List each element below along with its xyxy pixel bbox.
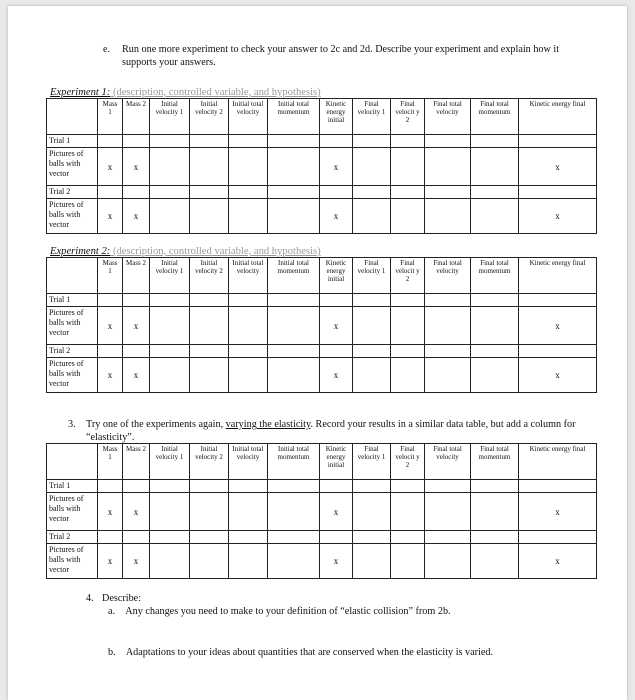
- question-4-number: 4.: [86, 593, 94, 604]
- header-cell: Initial velocity 1: [150, 99, 190, 135]
- table-cell: [123, 186, 150, 199]
- x-mark: x: [123, 148, 150, 186]
- row-label-pictures: Pictures of balls with vector: [47, 544, 98, 579]
- table-cell: [150, 345, 190, 358]
- table-cell: [471, 186, 519, 199]
- table-cell: [150, 531, 190, 544]
- x-mark: x: [519, 358, 597, 393]
- document-page: [8, 6, 627, 700]
- table-cell: [190, 307, 229, 345]
- table-cell: [353, 307, 391, 345]
- table-row: [47, 307, 597, 345]
- header-cell: Initial total momentum: [268, 258, 320, 294]
- table-cell: [353, 544, 391, 579]
- table-cell: [425, 358, 471, 393]
- experiment-1-title: [50, 87, 321, 98]
- row-label-trial-1: Trial 1: [47, 294, 98, 307]
- table-cell: [471, 493, 519, 531]
- table-row: [47, 199, 597, 234]
- table-cell: [190, 148, 229, 186]
- table-cell: [471, 531, 519, 544]
- table-cell: [519, 345, 597, 358]
- row-label-trial-2: Trial 2: [47, 531, 98, 544]
- header-cell: Kinetic energy final: [519, 99, 597, 135]
- table-cell: [425, 531, 471, 544]
- question-4a-text: a. Any changes you need to make to your definition of “elastic collision” from 2b.: [108, 606, 451, 617]
- table-cell: [471, 199, 519, 234]
- question-e-text: Run one more experiment to check your answer to 2c and 2d. Describe your experiment and explain how it supports your answers.: [122, 44, 560, 68]
- table-cell: [425, 493, 471, 531]
- table-cell: [268, 480, 320, 493]
- header-cell: Final velocit y 2: [391, 258, 425, 294]
- table-cell: [123, 135, 150, 148]
- experiment-2-label: Experiment 2:: [50, 246, 111, 257]
- header-cell: Kinetic energy initial: [320, 444, 353, 480]
- table-cell: [391, 544, 425, 579]
- header-cell: Final velocity 1: [353, 99, 391, 135]
- x-mark: x: [98, 493, 123, 531]
- table-cell: [98, 186, 123, 199]
- header-cell: Initial total momentum: [268, 444, 320, 480]
- header-cell: Mass 1: [98, 258, 123, 294]
- table-cell: [519, 294, 597, 307]
- x-mark: x: [320, 307, 353, 345]
- question-3-number: 3.: [68, 419, 76, 430]
- table-cell: [471, 345, 519, 358]
- table-cell: [229, 531, 268, 544]
- table-cell: [229, 480, 268, 493]
- table-cell: [353, 358, 391, 393]
- table-cell: [98, 135, 123, 148]
- header-cell: [47, 258, 98, 294]
- table-cell: [320, 531, 353, 544]
- x-mark: x: [320, 493, 353, 531]
- table-cell: [425, 294, 471, 307]
- table-cell: [268, 531, 320, 544]
- table-cell: [519, 186, 597, 199]
- x-mark: x: [123, 493, 150, 531]
- table-cell: [150, 480, 190, 493]
- table-cell: [123, 480, 150, 493]
- table-cell: [150, 294, 190, 307]
- table-cell: [471, 307, 519, 345]
- row-label-pictures: Pictures of balls with vector: [47, 148, 98, 186]
- x-mark: x: [123, 544, 150, 579]
- table-cell: [471, 294, 519, 307]
- header-cell: Kinetic energy initial: [320, 99, 353, 135]
- table-cell: [190, 294, 229, 307]
- table-cell: [471, 544, 519, 579]
- x-mark: x: [98, 199, 123, 234]
- header-cell: Final total momentum: [471, 444, 519, 480]
- header-cell: Initial velocity 1: [150, 258, 190, 294]
- experiment-1-table: [46, 98, 597, 234]
- table-cell: [353, 186, 391, 199]
- x-mark: x: [320, 358, 353, 393]
- table-cell: [425, 186, 471, 199]
- header-cell: Kinetic energy initial: [320, 258, 353, 294]
- table-cell: [519, 531, 597, 544]
- table-header-row: [47, 99, 597, 135]
- header-cell: Initial velocity 1: [150, 444, 190, 480]
- row-label-trial-2: Trial 2: [47, 345, 98, 358]
- table-cell: [353, 294, 391, 307]
- header-cell: [47, 444, 98, 480]
- table-cell: [425, 480, 471, 493]
- row-label-pictures: Pictures of balls with vector: [47, 493, 98, 531]
- table-cell: [268, 307, 320, 345]
- table-row: [47, 148, 597, 186]
- header-cell: Initial velocity 2: [190, 444, 229, 480]
- row-label-trial-1: Trial 1: [47, 135, 98, 148]
- table-header-row: [47, 258, 597, 294]
- experiment-2-table: [46, 257, 597, 393]
- x-mark: x: [519, 307, 597, 345]
- table-cell: [519, 135, 597, 148]
- table-cell: [425, 544, 471, 579]
- question-4-heading: Describe:: [102, 593, 142, 604]
- question-3-table: [46, 443, 597, 579]
- header-cell: Mass 2: [123, 99, 150, 135]
- table-cell: [190, 480, 229, 493]
- table-cell: [229, 148, 268, 186]
- x-mark: x: [320, 544, 353, 579]
- question-3-text-after: . Record your results in a similar data table, but add a column for “elasticity”.: [86, 419, 576, 443]
- header-cell: Initial total velocity: [229, 258, 268, 294]
- table-row: [47, 294, 597, 307]
- table-cell: [391, 480, 425, 493]
- table-cell: [320, 294, 353, 307]
- x-mark: x: [320, 148, 353, 186]
- table-cell: [425, 148, 471, 186]
- table-cell: [150, 544, 190, 579]
- table-cell: [391, 186, 425, 199]
- table-header-row: [47, 444, 597, 480]
- row-label-pictures: Pictures of balls with vector: [47, 358, 98, 393]
- header-cell: Final velocit y 2: [391, 444, 425, 480]
- header-cell: Mass 2: [123, 258, 150, 294]
- table-cell: [471, 358, 519, 393]
- x-mark: x: [123, 307, 150, 345]
- row-label-pictures: Pictures of balls with vector: [47, 199, 98, 234]
- x-mark: x: [320, 199, 353, 234]
- table-cell: [425, 345, 471, 358]
- header-cell: Initial total velocity: [229, 444, 268, 480]
- table-cell: [391, 135, 425, 148]
- x-mark: x: [519, 493, 597, 531]
- x-mark: x: [98, 307, 123, 345]
- table-cell: [268, 493, 320, 531]
- table-cell: [268, 345, 320, 358]
- table-cell: [150, 307, 190, 345]
- table-cell: [229, 358, 268, 393]
- table-cell: [123, 531, 150, 544]
- table-cell: [229, 544, 268, 579]
- table-cell: [425, 307, 471, 345]
- table-cell: [320, 345, 353, 358]
- table-cell: [229, 493, 268, 531]
- table-cell: [229, 199, 268, 234]
- table-cell: [190, 186, 229, 199]
- x-mark: x: [123, 358, 150, 393]
- table-cell: [123, 294, 150, 307]
- experiment-1-label: Experiment 1:: [50, 87, 111, 98]
- experiment-2-title: [50, 246, 321, 257]
- table-cell: [320, 135, 353, 148]
- header-cell: Final total momentum: [471, 99, 519, 135]
- table-cell: [353, 135, 391, 148]
- header-cell: Final total velocity: [425, 258, 471, 294]
- question-4b-text: b. Adaptations to your ideas about quantities that are conserved when the elasticity is varied.: [108, 647, 494, 658]
- table-cell: [98, 345, 123, 358]
- table-cell: [229, 307, 268, 345]
- table-cell: [425, 135, 471, 148]
- table-cell: [150, 186, 190, 199]
- table-row: [47, 480, 597, 493]
- x-mark: x: [519, 544, 597, 579]
- table-cell: [229, 294, 268, 307]
- table-cell: [268, 148, 320, 186]
- x-mark: x: [519, 148, 597, 186]
- x-mark: x: [98, 148, 123, 186]
- question-3-text: [86, 419, 586, 444]
- header-cell: [47, 99, 98, 135]
- table-cell: [98, 480, 123, 493]
- table-cell: [391, 199, 425, 234]
- table-cell: [98, 531, 123, 544]
- table-cell: [353, 199, 391, 234]
- table-cell: [391, 307, 425, 345]
- table-cell: [353, 345, 391, 358]
- table-cell: [229, 345, 268, 358]
- table-cell: [190, 531, 229, 544]
- header-cell: Kinetic energy final: [519, 258, 597, 294]
- question-e-marker: e.: [103, 44, 111, 55]
- question-3-text-before: Try one of the experiments again,: [86, 419, 226, 430]
- table-row: [47, 186, 597, 199]
- table-cell: [268, 544, 320, 579]
- table-cell: [190, 358, 229, 393]
- header-cell: Final total velocity: [425, 444, 471, 480]
- table-cell: [190, 135, 229, 148]
- table-cell: [150, 493, 190, 531]
- table-cell: [353, 480, 391, 493]
- table-cell: [268, 294, 320, 307]
- header-cell: Final velocity 1: [353, 258, 391, 294]
- table-cell: [391, 358, 425, 393]
- table-cell: [268, 186, 320, 199]
- table-row: [47, 345, 597, 358]
- header-cell: Final velocit y 2: [391, 99, 425, 135]
- experiment-1-description: (description, controlled variable, and hypothesis): [110, 87, 321, 98]
- header-cell: Mass 2: [123, 444, 150, 480]
- table-cell: [190, 199, 229, 234]
- header-cell: Initial velocity 2: [190, 99, 229, 135]
- table-cell: [150, 199, 190, 234]
- header-cell: Initial total momentum: [268, 99, 320, 135]
- header-cell: Initial total velocity: [229, 99, 268, 135]
- table-cell: [190, 493, 229, 531]
- table-cell: [353, 493, 391, 531]
- table-cell: [268, 135, 320, 148]
- header-cell: Mass 1: [98, 444, 123, 480]
- header-cell: Kinetic energy final: [519, 444, 597, 480]
- header-cell: Initial velocity 2: [190, 258, 229, 294]
- table-cell: [268, 358, 320, 393]
- table-cell: [391, 345, 425, 358]
- table-cell: [320, 480, 353, 493]
- x-mark: x: [123, 199, 150, 234]
- table-cell: [391, 294, 425, 307]
- table-cell: [229, 135, 268, 148]
- x-mark: x: [98, 358, 123, 393]
- table-cell: [425, 199, 471, 234]
- table-row: [47, 493, 597, 531]
- table-cell: [391, 531, 425, 544]
- table-row: [47, 135, 597, 148]
- table-cell: [150, 358, 190, 393]
- experiment-2-description: (description, controlled variable, and hypothesis): [110, 246, 321, 257]
- row-label-trial-1: Trial 1: [47, 480, 98, 493]
- header-cell: Final velocity 1: [353, 444, 391, 480]
- table-cell: [471, 148, 519, 186]
- header-cell: Final total velocity: [425, 99, 471, 135]
- table-row: [47, 358, 597, 393]
- table-cell: [98, 294, 123, 307]
- table-cell: [353, 531, 391, 544]
- table-cell: [320, 186, 353, 199]
- table-cell: [190, 345, 229, 358]
- x-mark: x: [98, 544, 123, 579]
- row-label-trial-2: Trial 2: [47, 186, 98, 199]
- table-cell: [268, 199, 320, 234]
- table-cell: [353, 148, 391, 186]
- table-cell: [471, 480, 519, 493]
- table-cell: [150, 135, 190, 148]
- table-row: [47, 531, 597, 544]
- question-3-text-underlined: varying the elasticity: [225, 419, 311, 430]
- table-cell: [150, 148, 190, 186]
- x-mark: x: [519, 199, 597, 234]
- table-cell: [471, 135, 519, 148]
- header-cell: Mass 1: [98, 99, 123, 135]
- table-cell: [391, 148, 425, 186]
- table-cell: [229, 186, 268, 199]
- header-cell: Final total momentum: [471, 258, 519, 294]
- table-cell: [123, 345, 150, 358]
- table-cell: [391, 493, 425, 531]
- row-label-pictures: Pictures of balls with vector: [47, 307, 98, 345]
- table-cell: [190, 544, 229, 579]
- table-cell: [519, 480, 597, 493]
- table-row: [47, 544, 597, 579]
